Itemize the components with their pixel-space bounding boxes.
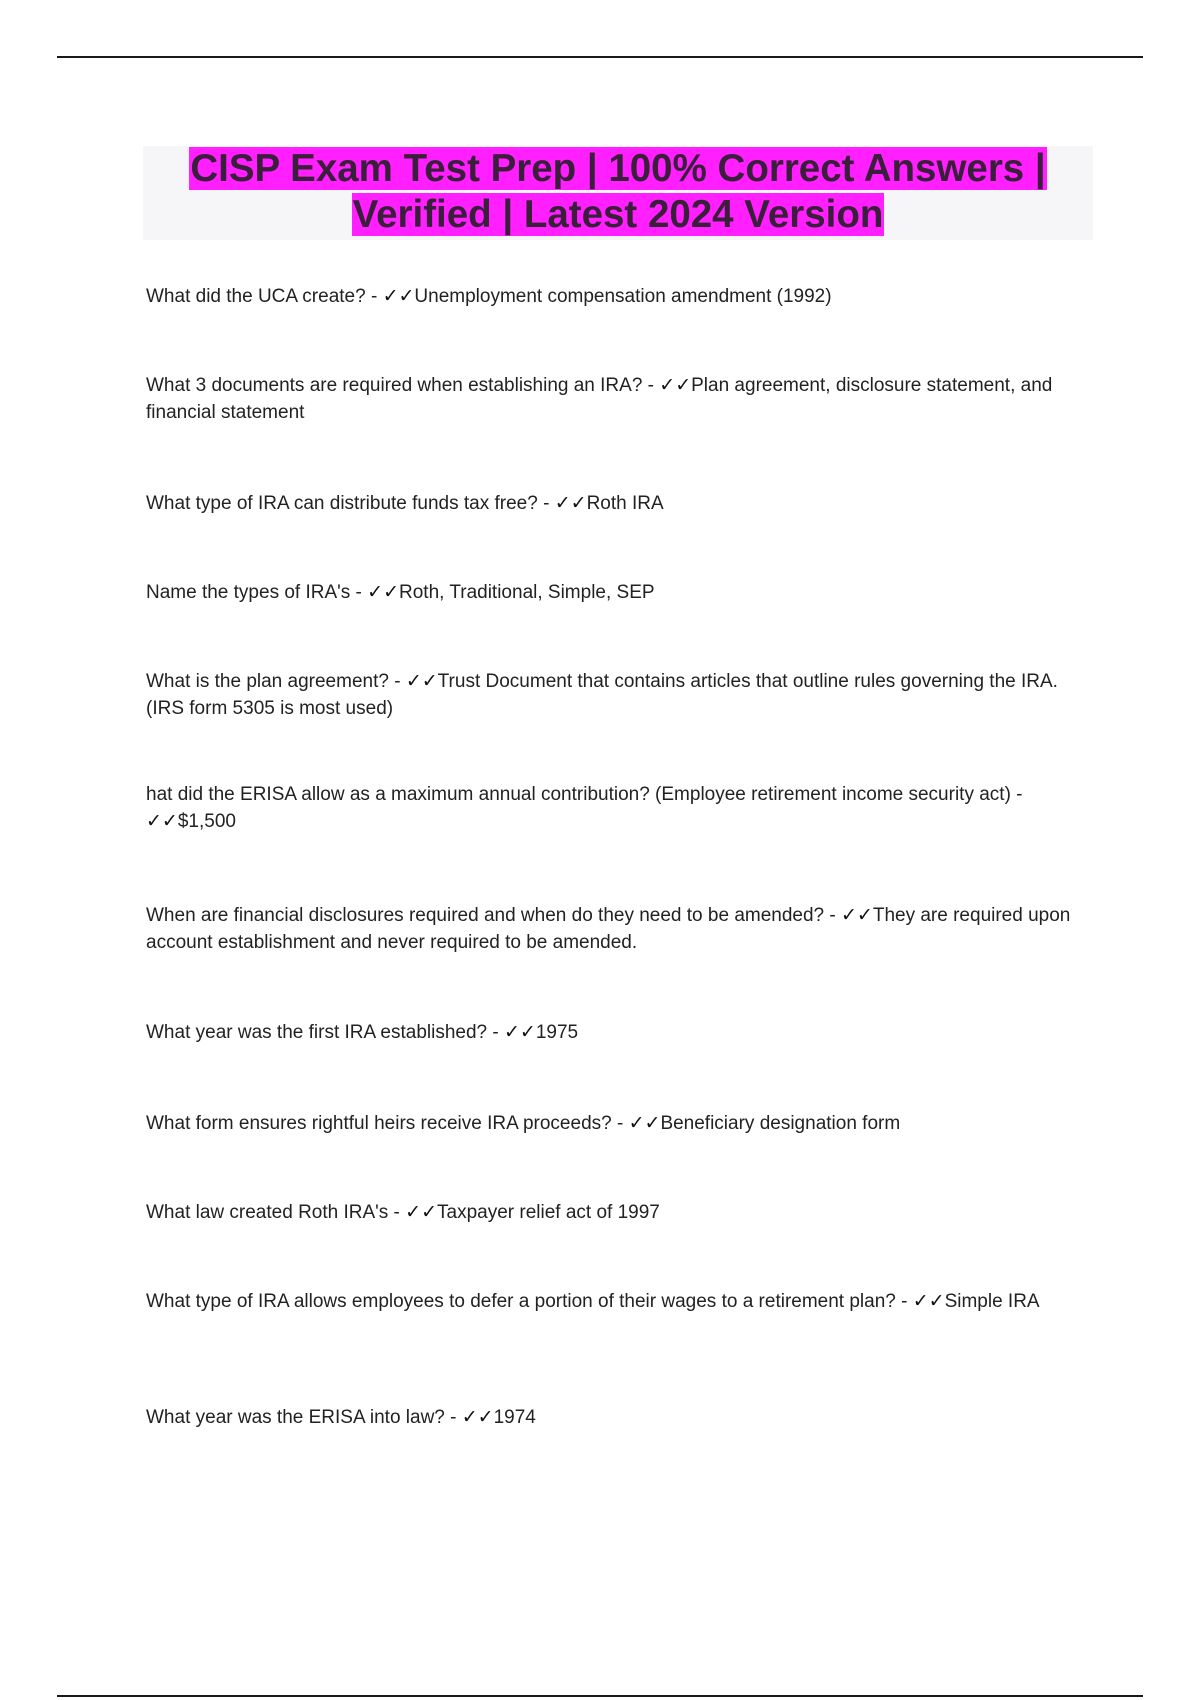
answer-text: Trust Document that contains articles that outline rules governing the IRA. (IRS form 5305 is most used)	[146, 671, 1058, 719]
document-title	[143, 146, 1093, 240]
answer-text: $1,500	[177, 811, 236, 832]
question-text: What law created Roth IRA's -	[146, 1202, 406, 1223]
question-text: Name the types of IRA's -	[146, 582, 368, 603]
qa-item	[146, 283, 1090, 310]
qa-item	[146, 1110, 1090, 1137]
question-text: hat did the ERISA allow as a maximum annual contribution? (Employee retirement income security act) -	[146, 784, 1023, 805]
question-text: What year was the ERISA into law? -	[146, 1407, 462, 1428]
title-line-1	[143, 146, 1093, 192]
check-icon: ✓✓	[405, 671, 438, 692]
answer-text: 1975	[535, 1022, 579, 1043]
qa-item	[146, 781, 1090, 835]
qa-item	[146, 1199, 1090, 1226]
check-icon: ✓✓	[912, 1291, 945, 1312]
qa-item	[146, 1404, 1090, 1431]
answer-text: Roth IRA	[586, 493, 664, 514]
answer-text: Taxpayer relief act of 1997	[437, 1202, 660, 1223]
qa-item	[146, 1019, 1090, 1046]
answer-text: Beneficiary designation form	[660, 1113, 901, 1134]
check-icon: ✓✓	[841, 905, 873, 926]
question-text: What year was the first IRA established? -	[146, 1022, 504, 1043]
answer-text: Plan agreement, disclosure statement, and financial statement	[146, 375, 1053, 423]
question-text: What did the UCA create? -	[146, 286, 383, 307]
answer-text: Roth, Traditional, Simple, SEP	[399, 582, 655, 603]
qa-item	[146, 490, 1090, 517]
qa-item	[146, 372, 1090, 426]
check-icon: ✓✓	[504, 1022, 536, 1043]
question-text: What type of IRA can distribute funds tax free? -	[146, 493, 555, 514]
answer-text: They are required upon account establishment and never required to be amended.	[146, 905, 1071, 953]
qa-item	[146, 902, 1090, 956]
check-icon: ✓✓	[628, 1113, 661, 1134]
question-text: What is the plan agreement? -	[146, 671, 406, 692]
bottom-rule	[57, 1695, 1143, 1697]
qa-item	[146, 579, 1090, 606]
title-highlight-2: Verified | Latest 2024 Version	[352, 193, 884, 236]
check-icon: ✓✓	[146, 811, 178, 832]
top-rule	[57, 56, 1143, 58]
answer-text: Simple IRA	[944, 1291, 1040, 1312]
check-icon: ✓✓	[461, 1407, 494, 1428]
check-icon: ✓✓	[405, 1202, 438, 1223]
check-icon: ✓✓	[367, 582, 399, 603]
check-icon: ✓✓	[659, 375, 692, 396]
qa-item	[146, 668, 1090, 722]
check-icon: ✓✓	[554, 493, 587, 514]
answer-text: Unemployment compensation amendment (1992)	[414, 286, 832, 307]
title-highlight-1: CISP Exam Test Prep | 100% Correct Answers |	[190, 147, 1046, 190]
question-text: What 3 documents are required when establishing an IRA? -	[146, 375, 660, 396]
title-line-2	[143, 192, 1093, 238]
check-icon: ✓✓	[382, 286, 415, 307]
qa-item	[146, 1288, 1090, 1315]
answer-text: 1974	[493, 1407, 536, 1428]
question-text: What type of IRA allows employees to defer a portion of their wages to a retirement plan? -	[146, 1291, 913, 1312]
question-text: When are financial disclosures required and when do they need to be amended? -	[146, 905, 841, 926]
question-text: What form ensures rightful heirs receive IRA proceeds? -	[146, 1113, 629, 1134]
